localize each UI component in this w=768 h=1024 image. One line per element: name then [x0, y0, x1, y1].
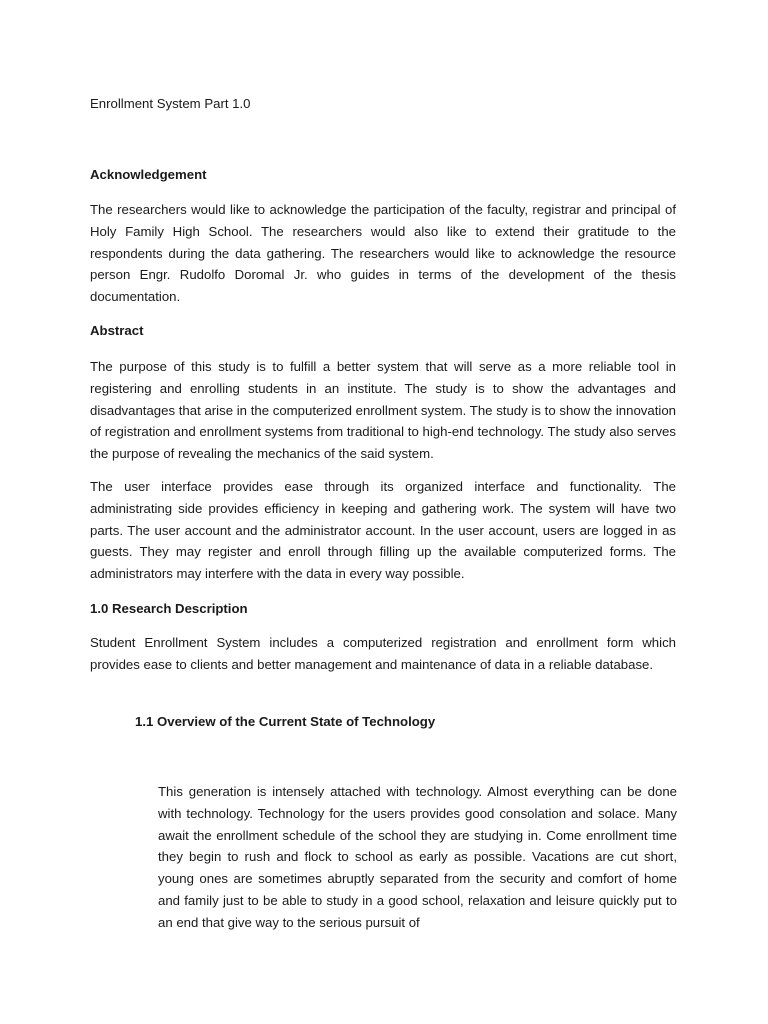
- abstract-paragraph-1: The purpose of this study is to fulfill a better system that will serve as a more reliable tool in registering and enrolling students in an institute. The study is to show the advantages and disadvantages that arise in the computerized enrollment system. The study is to show the innovation of registration and enrollment systems from traditional to high-end technology. The study also serves the purpose of revealing the mechanics of the said system.: [90, 359, 676, 462]
- research-description-paragraph: Student Enrollment System includes a computerized registration and enrollment form which provides ease to clients and better management and maintenance of data in a reliable database.: [90, 635, 676, 672]
- acknowledgement-heading: Acknowledgement: [90, 167, 207, 182]
- research-description-heading: 1.0 Research Description: [90, 601, 248, 616]
- abstract-paragraph-2: The user interface provides ease through its organized interface and functionality. The administrating side provides efficiency in keeping and gathering work. The system will have two parts. The user account and the administrator account. In the user account, users are logged in as guests. They may register and enroll through filling up the available computerized forms. The administrators may interfere with the data in every way possible.: [90, 479, 676, 582]
- acknowledgement-paragraph: The researchers would like to acknowledge the participation of the faculty, registrar and principal of Holy Family High School. The researchers would also like to extend their gratitude to the respondents during the data gathering. The researchers would like to acknowledge the resource person Engr. Rudolfo Doromal Jr. who guides in terms of the development of the thesis documentation.: [90, 202, 676, 305]
- document-title: Enrollment System Part 1.0: [90, 96, 251, 111]
- overview-paragraph: This generation is intensely attached with technology. Almost everything can be done with technology. Technology for the users provides good consolation and solace. Many await the enrollment schedule of the school they are studying in. Come enrollment time they begin to rush and flock to school as early as possible. Vacations are cut short, young ones are sometimes abruptly separated from the security and comfort of home and family just to be able to study in a good school, relaxation and leisure quickly put to an end that give way to the serious pursuit of: [158, 784, 677, 930]
- abstract-heading: Abstract: [90, 323, 144, 338]
- overview-heading: 1.1 Overview of the Current State of Technology: [135, 714, 436, 729]
